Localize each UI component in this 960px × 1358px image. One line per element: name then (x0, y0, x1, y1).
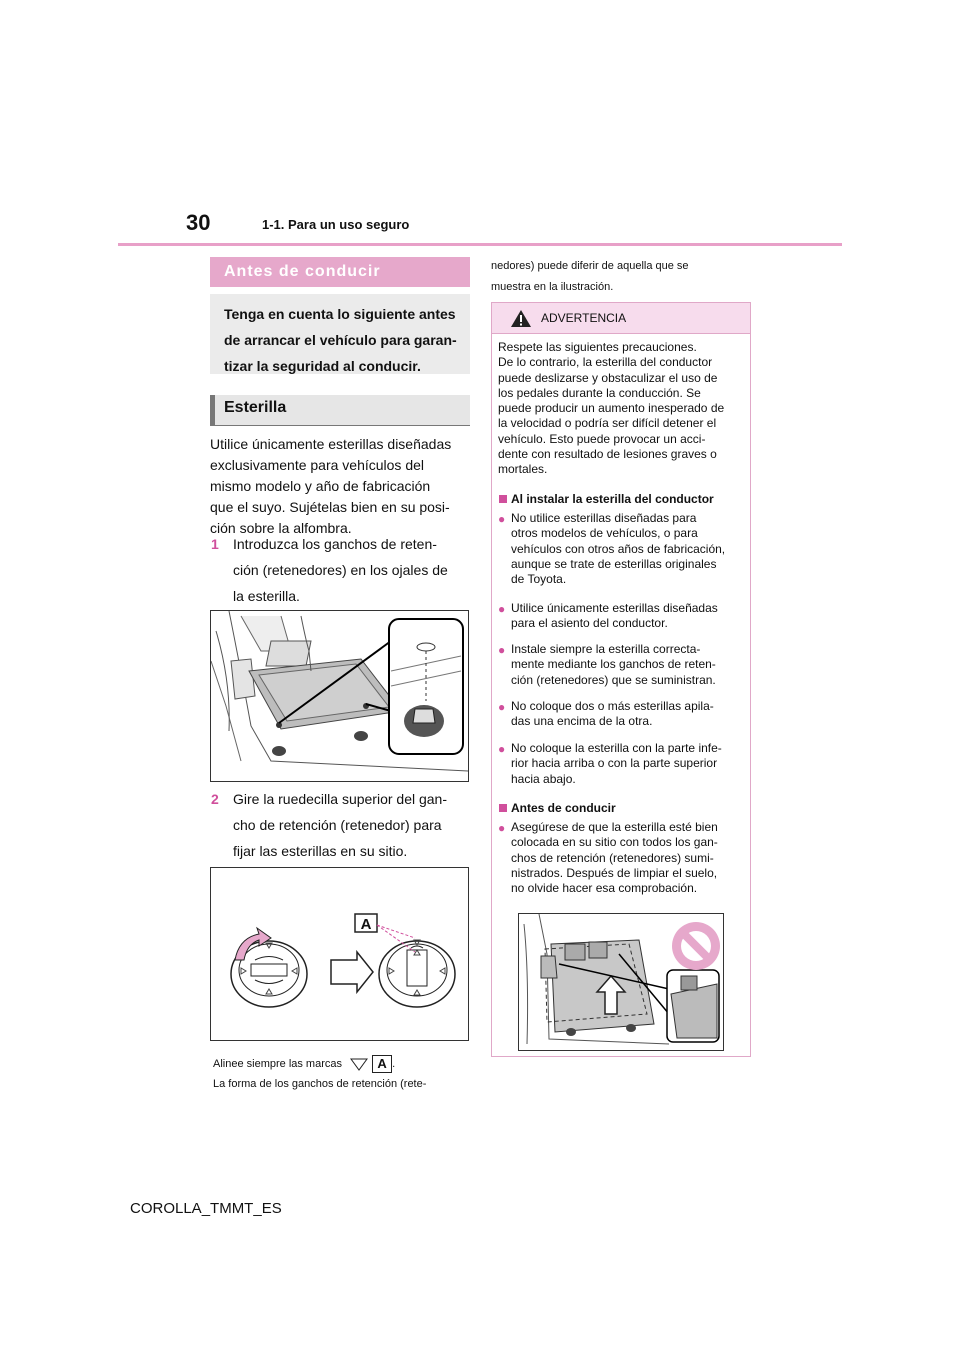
intro-line: de arrancar el vehículo para garan- (224, 332, 457, 348)
square-bullet-icon (499, 804, 507, 812)
figure-caption: Alinee siempre las marcas A . (213, 1056, 396, 1071)
step-1: 1 Introduzca los ganchos de reten- ción (retenedores) en los ojales de la esterilla. (233, 531, 473, 609)
circle-bullet-icon: ● (498, 700, 506, 714)
subsection-rule (210, 425, 470, 426)
header-divider (118, 243, 842, 246)
warning-title: ADVERTENCIA (541, 311, 627, 325)
triangle-mark-icon (349, 1056, 369, 1072)
circle-bullet-icon: ● (498, 742, 506, 756)
warning-item: ● Instale siempre la esterilla correcta- mente mediante los ganchos de reten- ción (retenedores) que se suministran. (498, 642, 716, 687)
warning-section-heading: Antes de conducir (511, 801, 747, 816)
continuation-text: nedores) puede diferir de aquella que se muestra en la ilustración. (491, 260, 689, 293)
warning-header (492, 303, 750, 334)
warning-item: ● No coloque la esterilla con la parte infe- rior hacia arriba o con la parte superior hacia abajo. (498, 741, 722, 786)
circle-bullet-icon: ● (498, 821, 506, 835)
subsection-marker (210, 395, 215, 425)
prohibited-mat-illustration (519, 914, 723, 1050)
warning-box (491, 302, 751, 1057)
step-number: 1 (211, 536, 219, 552)
circle-bullet-icon: ● (498, 643, 506, 657)
circle-bullet-icon: ● (498, 512, 506, 526)
knob-rotation-illustration (211, 868, 468, 1040)
step-number: 2 (211, 791, 219, 807)
warning-item: ● Asegúrese de que la esterilla esté bien colocada en su sitio con todos los gan- chos de retención (retenedores) sumi- nistrados. Después de limpiar el suelo, no olvide hacer esa comprobación. (498, 820, 718, 896)
model-code: COROLLA_TMMT_ES (130, 1200, 282, 1217)
intro-box (210, 294, 470, 374)
figure-mat-hooks (210, 610, 469, 782)
warning-item: ● No coloque dos o más esterillas apila- das una encima de la otra. (498, 699, 714, 729)
warning-intro: Respete las siguientes precauciones. De lo contrario, la esterilla del conductor puede deslizarse y obstaculizar el uso de los pedales durante la conducción. Se puede producir un aumento inesperado de la velocidad o podría ser difícil detener el vehículo. Esto puede provocar un acci- dente con resultado de lesiones graves o mortales. (498, 340, 725, 477)
intro-line: Tenga en cuenta lo siguiente antes (224, 306, 456, 322)
warning-section-heading: Al instalar la esterilla del conductor (511, 492, 747, 507)
figure-knob-rotation (210, 867, 469, 1041)
intro-line: tizar la seguridad al conducir. (224, 358, 421, 374)
step-2: 2 Gire la ruedecilla superior del gan- cho de retención (retenedor) para fijar las esterillas en su sitio. (233, 786, 473, 864)
square-bullet-icon (499, 495, 507, 503)
mat-hooks-illustration (211, 611, 468, 781)
warning-triangle-icon (510, 309, 532, 328)
warning-item: ● No utilice esterillas diseñadas para otros modelos de vehículos, o para vehículos con otros años de fabricación, aunque se trate de esterillas originales de Toyota. (498, 511, 726, 587)
section-banner: Antes de conducir (210, 257, 470, 287)
warning-item: ● Utilice únicamente esterillas diseñadas para el asiento del conductor. (498, 601, 718, 631)
circle-bullet-icon: ● (498, 602, 506, 616)
marker-label-a: A (372, 1055, 392, 1073)
section-title: 1-1. Para un uso seguro (262, 217, 410, 232)
body-paragraph: Utilice únicamente esterillas diseñadas exclusivamente para vehículos del mismo modelo y año de fabricación que el suyo. Sujételas bien en su posi- ción sobre la alfombra. (210, 436, 452, 536)
figure-prohibited-mat (518, 913, 724, 1051)
continuation-text: La forma de los ganchos de retención (rete- (213, 1078, 427, 1090)
marker-label-a: A (360, 916, 372, 933)
subsection-heading: Esterilla (210, 395, 470, 425)
page-number: 30 (186, 210, 211, 235)
